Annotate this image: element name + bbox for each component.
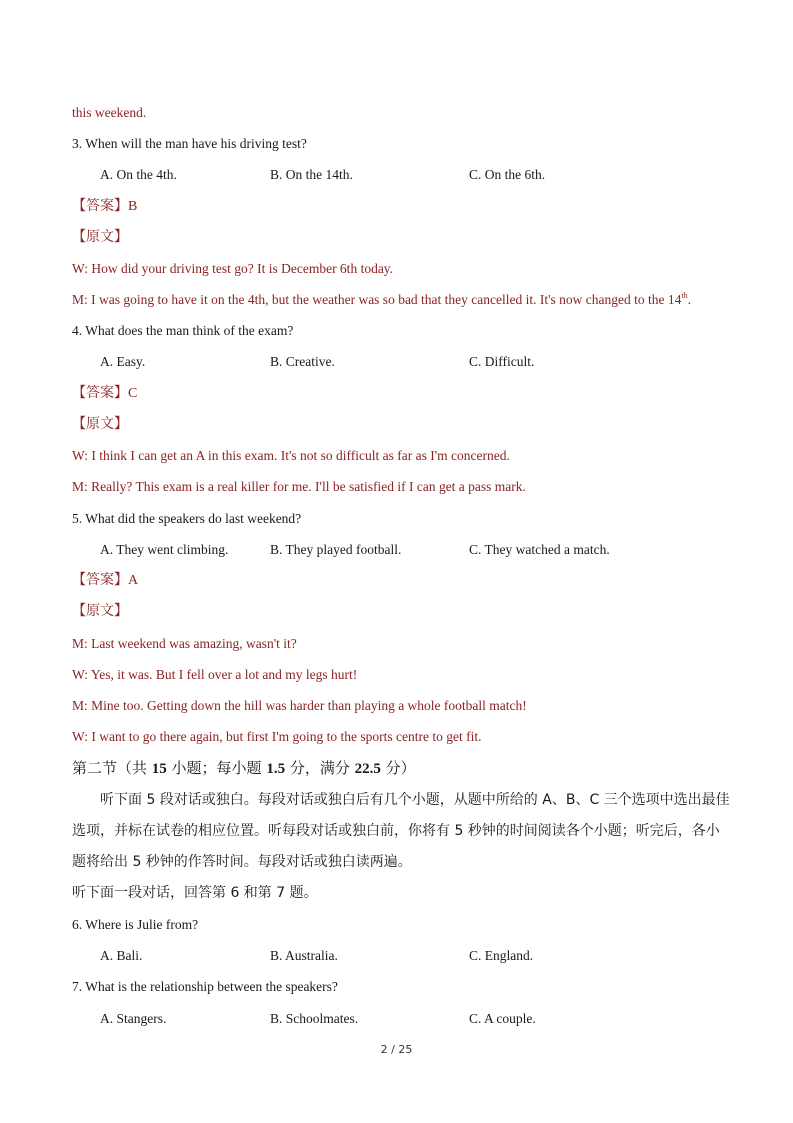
page-number: 2 / 25 <box>380 1043 413 1056</box>
transcript-line: W: I think I can get an A in this exam. It's not so difficult as far as I'm concerned. <box>72 448 510 463</box>
answer-label: 【答案】A <box>72 572 139 588</box>
question-4: 4. What does the man think of the exam? <box>72 323 294 338</box>
option-a: A. Stangers. <box>100 1011 167 1026</box>
transcript-line: W: How did your driving test go? It is December 6th today. <box>72 261 394 276</box>
transcript-line: W: Yes, it was. But I fell over a lot and my legs hurt! <box>72 667 358 682</box>
transcript-label: 【原文】 <box>72 229 128 245</box>
question-7-options <box>100 1010 720 1028</box>
transcript-line: W: I want to go there again, but first I'm going to the sports centre to get fit. <box>72 729 482 744</box>
transcript-line: M: I was going to have it on the 4th, but the weather was so bad that they cancelled it. It's now changed to the 14th. <box>72 291 692 307</box>
instructions-paragraph: 选项，并标在试卷的相应位置。听每段对话或独白前，你将有 5 秒钟的时间阅读各个小题；听完后，各小 <box>72 823 720 839</box>
option-a: A. They went climbing. <box>100 542 229 557</box>
option-b: B. They played football. <box>270 542 402 557</box>
question-5-options <box>100 541 720 559</box>
transcript-line: M: Mine too. Getting down the hill was harder than playing a whole football match! <box>72 698 527 713</box>
option-c: C. Difficult. <box>469 354 535 369</box>
question-3-options <box>100 166 720 184</box>
transcript-label: 【原文】 <box>72 603 128 619</box>
question-7: 7. What is the relationship between the speakers? <box>72 979 338 994</box>
option-a: A. On the 4th. <box>100 167 177 182</box>
option-a: A. Bali. <box>100 948 143 963</box>
question-6: 6. Where is Julie from? <box>72 917 199 932</box>
option-b: B. Creative. <box>270 354 335 369</box>
instructions-paragraph: 题将给出 5 秒钟的作答时间。每段对话或独白读两遍。 <box>72 854 412 870</box>
option-c: C. They watched a match. <box>469 542 610 557</box>
answer-label: 【答案】C <box>72 385 138 401</box>
question-3: 3. When will the man have his driving test? <box>72 136 307 151</box>
transcript-line: M: Really? This exam is a real killer for me. I'll be satisfied if I can get a pass mark. <box>72 479 526 494</box>
instructions-paragraph: 听下面 5 段对话或独白。每段对话或独白后有几个小题，从题中所给的 A、B、C 三个选项中选出最佳 <box>100 792 730 808</box>
option-b: B. Australia. <box>270 948 338 963</box>
transcript-label: 【原文】 <box>72 416 128 432</box>
question-5: 5. What did the speakers do last weekend? <box>72 511 302 526</box>
answer-value: B <box>128 199 138 214</box>
answer-label: 【答案】B <box>72 198 138 214</box>
transcript-line: M: Last weekend was amazing, wasn't it? <box>72 636 297 651</box>
option-b: B. Schoolmates. <box>270 1011 359 1026</box>
option-c: C. On the 6th. <box>469 167 546 182</box>
answer-value: A <box>128 573 139 588</box>
question-6-options <box>100 947 720 965</box>
section-heading: 第二节（共 15 小题；每小题 1.5 分，满分 22.5 分） <box>72 759 416 777</box>
option-b: B. On the 14th. <box>270 167 353 182</box>
option-a: A. Easy. <box>100 354 146 369</box>
option-c: C. A couple. <box>469 1011 536 1026</box>
dialogue-intro: 听下面一段对话，回答第 6 和第 7 题。 <box>72 885 318 901</box>
continued-text: this weekend. <box>72 105 147 120</box>
question-4-options <box>100 353 720 371</box>
answer-value: C <box>128 386 138 401</box>
option-c: C. England. <box>469 948 534 963</box>
